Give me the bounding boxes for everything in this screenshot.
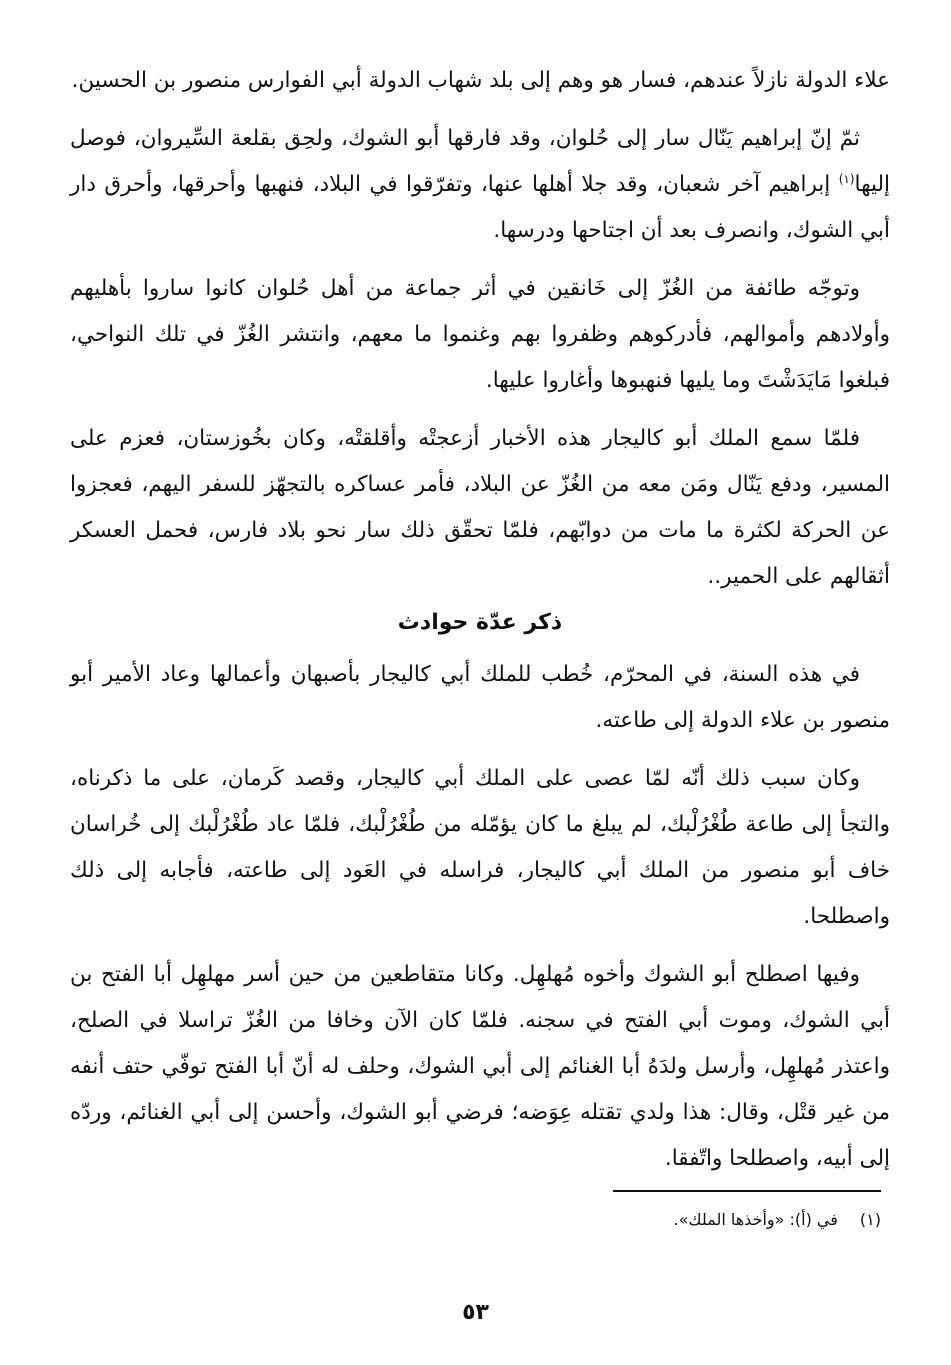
footnote-number: (١) — [859, 1210, 881, 1229]
paragraph-5: في هذه السنة، في المحرّم، خُطب للملك أبي كاليجار بأصبهان وأعمالها وعاد الأمير أبو منصور بن علاء الدولة إلى طاعته. — [70, 662, 890, 733]
paragraph-2 — [70, 116, 890, 254]
paragraph-1: علاء الدولة نازلاً عندهم، فسار هو وهم إلى بلد شهاب الدولة أبي الفوارس منصور بن الحسين. — [71, 68, 890, 93]
page-number: ٥٣ — [462, 1300, 489, 1325]
paragraph-4: فلمّا سمع الملك أبو كاليجار هذه الأخبار أزعجتْه وأقلقتْه، وكان بخُوزستان، فعزم على المسير، ودفع يَنّال ومَن معه من الغُزّ عن البلاد، فأمر عساكره بالتجهّز للسفر اليهم، فعجزوا عن الحركة لكثرة ما مات من دوابّهم، فلمّا تحقّق ذلك سار نحو بلاد فارس، فحمل العسكر أثقالهم على الحمير.. — [70, 426, 890, 589]
paragraph-7: وفيها اصطلح أبو الشوك وأخوه مُهلهِل. وكانا متقاطعين من حين أسر مهلهِل أبا الفتح بن أبي الشوك، وموت أبي الفتح في سجنه. فلمّا كان الآن وخافا من الغُزّ تراسلا في الصلح، واعتذر مُهلهِل، وأرسل ولدَهُ أبا الغنائم إلى أبي الشوك، وحلف له أنّ أبا الفتح توفّي حتف أنفه من غير قتْل، وقال: هذا ولدي تقتله عِوَضه؛ فرضي أبو الشوك، وأحسن إلى أبي الغنائم، وردّه إلى أبيه، واصطلحا واتّفقا. — [70, 962, 890, 1171]
footnote-divider — [613, 1190, 881, 1192]
paragraph-3: وتوجّه طائفة من الغُزّ إلى خَانقين في أثر جماعة من أهل حُلوان كانوا ساروا بأهليهم وأولادهم وأموالهم، فأدركوهم وظفروا بهم وغنموا ما معهم، وانتشر الغُزّ في تلك النواحي، فبلغوا مَايَدَشْتَ وما يليها فنهبوها وأغاروا عليها. — [70, 276, 890, 393]
page-body — [70, 58, 890, 1194]
paragraph-6: وكان سبب ذلك أنّه لمّا عصى على الملك أبي كاليجار، وقصد كَرمان، على ما ذكرناه، والتجأ إلى طاعة طُغْرُلْبك، لم يبلغ ما كان يؤمّله من طُغْرُلْبك، فلمّا عاد طُغْرُلْبك إلى خُراسان خاف أبو منصور من الملك أبي كاليجار، فراسله في العَود إلى طاعته، فأجابه إلى ذلك واصطلحا. — [70, 766, 890, 929]
paragraph-2-part-2: إبراهيم آخر شعبان، وقد جلا أهلها عنها، وتفرّقوا في البلاد، فنهبها وأحرقها، وأحرق دار أبي الشوك، وانصرف بعد أن اجتاحها ودرسها. — [70, 172, 890, 243]
footnote-reference[interactable]: (١) — [838, 171, 855, 186]
footnote — [281, 1208, 881, 1232]
paragraph-2-part-1: ثمّ إنّ إبراهيم يَنّال سار إلى حُلوان، وقد فارقها أبو الشوك، ولحِق بقلعة السِّيروان، فوصل إليها — [70, 126, 890, 197]
section-heading: ذكر عدّة حوادث — [397, 610, 563, 635]
footnote-text: في (أ): «وأخذها الملك». — [673, 1210, 838, 1229]
